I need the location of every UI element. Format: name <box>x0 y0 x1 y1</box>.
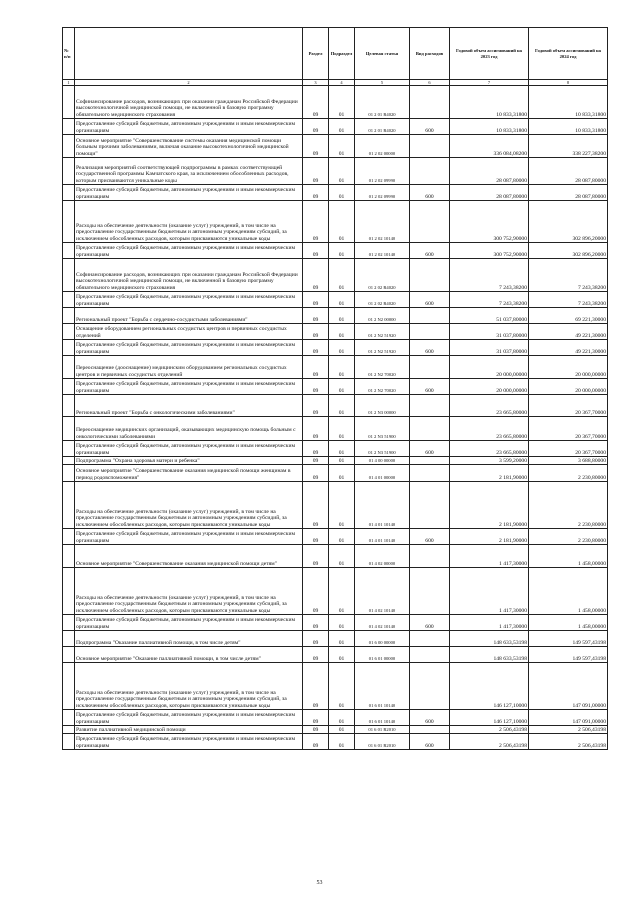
column-index: 4 <box>329 80 355 86</box>
cell-name: Переоснащение медицинских организаций, оказывающих медицинскую помощь больным с онкологическими заболеваниями <box>75 417 303 441</box>
cell-number <box>63 465 75 482</box>
cell-2023: 28 087,80000 <box>450 158 529 185</box>
cell-name: Предоставление субсидий бюджетным, автономным учреждениям и иным некоммерческим организациям <box>75 243 303 259</box>
cell-vid: 600 <box>410 340 450 356</box>
cell-vid <box>410 324 450 340</box>
cell-number <box>63 647 75 663</box>
cell-2023: 1 417,30000 <box>450 545 529 568</box>
cell-vid <box>410 308 450 324</box>
cell-number <box>63 395 75 417</box>
cell-podrazdel: 01 <box>329 545 355 568</box>
cell-2024: 7 243,38200 <box>529 259 608 292</box>
cell-2024: 149 597,43198 <box>529 647 608 663</box>
cell-celevaya: 01 2 02 10140 <box>355 243 410 259</box>
cell-2024: 2 230,80000 <box>529 482 608 529</box>
table-row <box>63 356 608 379</box>
table-row <box>63 86 608 119</box>
cell-name: Софинансирование расходов, возникающих при оказании гражданам Российской Федерации высокотехнологичной медицинской помощи, не включенной в базовую программу обязательного медицинского страхования <box>75 86 303 119</box>
cell-2023: 2 506,43198 <box>450 734 529 750</box>
cell-podrazdel: 01 <box>329 201 355 243</box>
cell-podrazdel: 01 <box>329 356 355 379</box>
cell-podrazdel: 01 <box>329 726 355 734</box>
cell-razdel: 09 <box>303 356 329 379</box>
cell-2023: 336 084,08200 <box>450 135 529 158</box>
cell-celevaya: 01 6 01 00000 <box>355 647 410 663</box>
table-row <box>63 185 608 201</box>
cell-celevaya: 01 2 N3 00000 <box>355 395 410 417</box>
cell-vid <box>410 135 450 158</box>
cell-podrazdel: 01 <box>329 482 355 529</box>
cell-number <box>63 119 75 135</box>
cell-2024: 20 000,00000 <box>529 379 608 395</box>
cell-podrazdel: 01 <box>329 185 355 201</box>
cell-number <box>63 243 75 259</box>
cell-2024: 3 688,80000 <box>529 457 608 465</box>
cell-2024: 302 896,20000 <box>529 243 608 259</box>
cell-razdel: 09 <box>303 710 329 726</box>
cell-2023: 20 000,00000 <box>450 356 529 379</box>
table-row <box>63 119 608 135</box>
cell-2024: 10 833,31800 <box>529 86 608 119</box>
cell-2024: 20 367,70000 <box>529 441 608 457</box>
cell-name: Предоставление субсидий бюджетным, автономным учреждениям и иным некоммерческим организациям <box>75 379 303 395</box>
cell-vid: 600 <box>410 243 450 259</box>
col-header-2024: Годовой объем ассигнований на 2024 год <box>529 28 608 80</box>
cell-number <box>63 417 75 441</box>
cell-number <box>63 308 75 324</box>
cell-2024: 147 091,00000 <box>529 710 608 726</box>
cell-razdel: 09 <box>303 243 329 259</box>
cell-vid <box>410 417 450 441</box>
cell-celevaya: 01 2 N2 00000 <box>355 308 410 324</box>
cell-name: Расходы на обеспечение деятельности (оказание услуг) учреждений, в том числе на предоставление государственным бюджетным и автономным учреждениям субсидий, за исключением обособленных расходов, которым присваиваются уникальные коды <box>75 201 303 243</box>
cell-razdel: 09 <box>303 457 329 465</box>
cell-vid <box>410 158 450 185</box>
cell-podrazdel: 01 <box>329 292 355 308</box>
cell-podrazdel: 01 <box>329 457 355 465</box>
cell-vid <box>410 545 450 568</box>
cell-celevaya: 01 4 00 00000 <box>355 457 410 465</box>
cell-podrazdel: 01 <box>329 308 355 324</box>
cell-podrazdel: 01 <box>329 568 355 615</box>
cell-name: Предоставление субсидий бюджетным, автономным учреждениям и иным некоммерческим организациям <box>75 441 303 457</box>
table-row <box>63 243 608 259</box>
cell-2023: 7 243,38200 <box>450 292 529 308</box>
table-row <box>63 395 608 417</box>
cell-razdel: 09 <box>303 545 329 568</box>
cell-razdel: 09 <box>303 86 329 119</box>
table-row <box>63 379 608 395</box>
cell-2023: 1 417,30000 <box>450 568 529 615</box>
cell-vid: 600 <box>410 292 450 308</box>
table-row <box>63 545 608 568</box>
cell-razdel: 09 <box>303 308 329 324</box>
cell-2023: 2 181,90000 <box>450 529 529 545</box>
cell-2023: 148 633,53198 <box>450 647 529 663</box>
cell-name: Предоставление субсидий бюджетным, автономным учреждениям и иным некоммерческим организациям <box>75 185 303 201</box>
cell-name: Расходы на обеспечение деятельности (оказание услуг) учреждений, в том числе на предоставление государственным бюджетным и автономным учреждениям субсидий, за исключением обособленных расходов, которым присваиваются уникальные коды <box>75 568 303 615</box>
cell-2024: 2 230,80000 <box>529 465 608 482</box>
column-index: 2 <box>75 80 303 86</box>
cell-celevaya: 01 2 02 R4020 <box>355 259 410 292</box>
cell-podrazdel: 01 <box>329 529 355 545</box>
cell-name: Предоставление субсидий бюджетным, автономным учреждениям и иным некоммерческим организациям <box>75 710 303 726</box>
cell-2023: 2 181,90000 <box>450 482 529 529</box>
cell-number <box>63 615 75 631</box>
table-row <box>63 647 608 663</box>
cell-name: Оснащение оборудованием региональных сосудистых центров и первичных сосудистых отделений <box>75 324 303 340</box>
cell-2024: 10 833,31800 <box>529 119 608 135</box>
cell-2024: 2 506,43198 <box>529 726 608 734</box>
cell-podrazdel: 01 <box>329 465 355 482</box>
cell-razdel: 09 <box>303 185 329 201</box>
cell-name: Предоставление субсидий бюджетным, автономным учреждениям и иным некоммерческим организациям <box>75 292 303 308</box>
cell-2023: 23 665,80000 <box>450 395 529 417</box>
cell-podrazdel: 01 <box>329 259 355 292</box>
cell-razdel: 09 <box>303 135 329 158</box>
table-body <box>63 86 608 750</box>
cell-celevaya: 01 2 N2 70020 <box>355 356 410 379</box>
cell-podrazdel: 01 <box>329 324 355 340</box>
cell-razdel: 09 <box>303 615 329 631</box>
cell-podrazdel: 01 <box>329 441 355 457</box>
cell-razdel: 09 <box>303 647 329 663</box>
cell-celevaya: 01 2 02 09990 <box>355 185 410 201</box>
cell-podrazdel: 01 <box>329 243 355 259</box>
cell-celevaya: 01 6 01 R2010 <box>355 726 410 734</box>
cell-razdel: 09 <box>303 568 329 615</box>
cell-2023: 300 752,90000 <box>450 201 529 243</box>
cell-2024: 302 896,20000 <box>529 201 608 243</box>
cell-name: Подпрограмма "Охрана здоровья матери и ребенка" <box>75 457 303 465</box>
cell-razdel: 09 <box>303 417 329 441</box>
cell-number <box>63 441 75 457</box>
cell-razdel: 09 <box>303 158 329 185</box>
cell-razdel: 09 <box>303 465 329 482</box>
cell-vid <box>410 86 450 119</box>
cell-name: Предоставление субсидий бюджетным, автономным учреждениям и иным некоммерческим организациям <box>75 340 303 356</box>
cell-number <box>63 663 75 710</box>
cell-number <box>63 292 75 308</box>
cell-podrazdel: 01 <box>329 119 355 135</box>
cell-razdel: 09 <box>303 379 329 395</box>
cell-vid <box>410 663 450 710</box>
cell-number <box>63 86 75 119</box>
column-index: 6 <box>410 80 450 86</box>
cell-podrazdel: 01 <box>329 417 355 441</box>
cell-celevaya: 01 6 01 10140 <box>355 663 410 710</box>
cell-2023: 3 599,20000 <box>450 457 529 465</box>
cell-celevaya: 01 4 02 10140 <box>355 615 410 631</box>
cell-podrazdel: 01 <box>329 158 355 185</box>
cell-name: Предоставление субсидий бюджетным, автономным учреждениям и иным некоммерческим организациям <box>75 615 303 631</box>
table-row <box>63 441 608 457</box>
col-header-podrazdel: Подраздел <box>329 28 355 80</box>
cell-2023: 10 833,31800 <box>450 86 529 119</box>
cell-razdel: 09 <box>303 324 329 340</box>
cell-celevaya: 01 6 01 10140 <box>355 710 410 726</box>
cell-2024: 20 000,00000 <box>529 356 608 379</box>
cell-celevaya: 01 2 N2 51920 <box>355 340 410 356</box>
cell-podrazdel: 01 <box>329 615 355 631</box>
cell-razdel: 09 <box>303 529 329 545</box>
cell-vid <box>410 201 450 243</box>
cell-celevaya: 01 2 02 00000 <box>355 135 410 158</box>
cell-podrazdel: 01 <box>329 135 355 158</box>
cell-podrazdel: 01 <box>329 647 355 663</box>
cell-celevaya: 01 2 N2 70020 <box>355 379 410 395</box>
table-row <box>63 340 608 356</box>
cell-2023: 300 752,90000 <box>450 243 529 259</box>
cell-vid <box>410 259 450 292</box>
col-header-name <box>75 28 303 80</box>
cell-number <box>63 379 75 395</box>
table-row <box>63 726 608 734</box>
table-row <box>63 324 608 340</box>
cell-razdel: 09 <box>303 726 329 734</box>
cell-celevaya: 01 6 00 00000 <box>355 631 410 647</box>
col-header-vid: Вид расходов <box>410 28 450 80</box>
header-row <box>63 28 608 80</box>
col-header-2023: Годовой объем ассигнований на 2023 год <box>450 28 529 80</box>
cell-number <box>63 457 75 465</box>
cell-celevaya: 01 2 01 R4020 <box>355 86 410 119</box>
cell-number <box>63 356 75 379</box>
cell-number <box>63 726 75 734</box>
cell-number <box>63 710 75 726</box>
cell-2024: 69 221,30000 <box>529 308 608 324</box>
cell-number <box>63 135 75 158</box>
cell-vid <box>410 457 450 465</box>
cell-vid: 600 <box>410 119 450 135</box>
cell-2024: 28 087,80000 <box>529 158 608 185</box>
cell-2024: 2 230,80000 <box>529 529 608 545</box>
cell-vid <box>410 647 450 663</box>
cell-vid <box>410 465 450 482</box>
cell-number <box>63 158 75 185</box>
cell-2023: 2 181,90000 <box>450 465 529 482</box>
cell-name: Основное мероприятие "Совершенствование системы оказания медицинской помощи больным прочими заболеваниями, включая оказание высокотехнологичной медицинской помощи" <box>75 135 303 158</box>
cell-2023: 31 037,80000 <box>450 324 529 340</box>
cell-2023: 23 665,80000 <box>450 441 529 457</box>
cell-vid: 600 <box>410 710 450 726</box>
table-row <box>63 615 608 631</box>
cell-2023: 146 127,10000 <box>450 710 529 726</box>
cell-name: Основное мероприятие "Оказание паллиативной помощи, в том числе детям" <box>75 647 303 663</box>
table-row <box>63 631 608 647</box>
cell-razdel: 09 <box>303 734 329 750</box>
table-row <box>63 135 608 158</box>
cell-2024: 7 243,38200 <box>529 292 608 308</box>
column-index: 8 <box>529 80 608 86</box>
cell-2024: 20 367,70000 <box>529 417 608 441</box>
cell-vid <box>410 482 450 529</box>
cell-number <box>63 529 75 545</box>
cell-2023: 10 833,31800 <box>450 119 529 135</box>
cell-podrazdel: 01 <box>329 395 355 417</box>
cell-celevaya: 01 4 01 10140 <box>355 482 410 529</box>
table-row <box>63 663 608 710</box>
col-header-celevaya: Целевая статья <box>355 28 410 80</box>
cell-celevaya: 01 4 01 00000 <box>355 465 410 482</box>
cell-number <box>63 201 75 243</box>
cell-podrazdel: 01 <box>329 734 355 750</box>
cell-razdel: 09 <box>303 482 329 529</box>
cell-razdel: 09 <box>303 441 329 457</box>
cell-2024: 147 091,00000 <box>529 663 608 710</box>
column-index: 7 <box>450 80 529 86</box>
cell-celevaya: 01 4 02 00000 <box>355 545 410 568</box>
cell-vid <box>410 568 450 615</box>
cell-2024: 20 367,70000 <box>529 395 608 417</box>
cell-2023: 2 506,43198 <box>450 726 529 734</box>
cell-razdel: 09 <box>303 259 329 292</box>
cell-podrazdel: 01 <box>329 631 355 647</box>
cell-2023: 148 633,53198 <box>450 631 529 647</box>
cell-podrazdel: 01 <box>329 379 355 395</box>
cell-2024: 1 458,00000 <box>529 545 608 568</box>
cell-podrazdel: 01 <box>329 710 355 726</box>
cell-2023: 146 127,10000 <box>450 663 529 710</box>
cell-number <box>63 340 75 356</box>
cell-name: Основное мероприятие "Совершенствование оказания медицинской помощи женщинам в период родовспоможения" <box>75 465 303 482</box>
cell-2024: 338 227,38200 <box>529 135 608 158</box>
cell-podrazdel: 01 <box>329 340 355 356</box>
cell-razdel: 09 <box>303 340 329 356</box>
table-row <box>63 465 608 482</box>
cell-2024: 149 597,43198 <box>529 631 608 647</box>
cell-podrazdel: 01 <box>329 86 355 119</box>
cell-vid <box>410 395 450 417</box>
cell-name: Региональный проект "Борьба с сердечно-сосудистыми заболеваниями" <box>75 308 303 324</box>
cell-2024: 49 221,30000 <box>529 324 608 340</box>
table-row <box>63 158 608 185</box>
cell-number <box>63 185 75 201</box>
table-row <box>63 710 608 726</box>
cell-vid <box>410 356 450 379</box>
cell-vid <box>410 631 450 647</box>
cell-vid: 600 <box>410 441 450 457</box>
cell-celevaya: 01 4 01 10140 <box>355 529 410 545</box>
budget-table <box>62 27 608 750</box>
cell-number <box>63 631 75 647</box>
cell-razdel: 09 <box>303 395 329 417</box>
cell-celevaya: 01 4 02 10140 <box>355 568 410 615</box>
cell-number <box>63 482 75 529</box>
table-row <box>63 417 608 441</box>
table-row <box>63 457 608 465</box>
cell-2024: 2 506,43198 <box>529 734 608 750</box>
cell-razdel: 09 <box>303 292 329 308</box>
table-row <box>63 734 608 750</box>
table-row <box>63 482 608 529</box>
cell-number <box>63 324 75 340</box>
cell-2023: 7 243,38200 <box>450 259 529 292</box>
cell-name: Развитие паллиативной медицинской помощи <box>75 726 303 734</box>
cell-razdel: 09 <box>303 663 329 710</box>
cell-razdel: 09 <box>303 119 329 135</box>
cell-name: Основное мероприятие "Совершенствование оказания медицинской помощи детям" <box>75 545 303 568</box>
cell-2023: 23 665,80000 <box>450 417 529 441</box>
page-number: 53 <box>316 880 323 886</box>
cell-number <box>63 568 75 615</box>
cell-celevaya: 01 2 02 R4020 <box>355 292 410 308</box>
cell-2023: 51 037,80000 <box>450 308 529 324</box>
cell-podrazdel: 01 <box>329 663 355 710</box>
cell-2023: 1 417,30000 <box>450 615 529 631</box>
cell-vid: 600 <box>410 529 450 545</box>
col-header-razdel: Раздел <box>303 28 329 80</box>
cell-name: Софинансирование расходов, возникающих при оказании гражданам Российской Федерации высокотехнологичной медицинской помощи, не включенной в базовую программу обязательного медицинского страхования <box>75 259 303 292</box>
cell-name: Предоставление субсидий бюджетным, автономным учреждениям и иным некоммерческим организациям <box>75 734 303 750</box>
cell-2023: 31 037,80000 <box>450 340 529 356</box>
cell-celevaya: 01 2 N2 51920 <box>355 324 410 340</box>
cell-2024: 49 221,30000 <box>529 340 608 356</box>
cell-2024: 1 458,00000 <box>529 568 608 615</box>
cell-celevaya: 01 2 N3 51900 <box>355 417 410 441</box>
cell-name: Подпрограмма "Оказание паллиативной помощи, в том числе детям" <box>75 631 303 647</box>
table-row <box>63 259 608 292</box>
cell-razdel: 09 <box>303 631 329 647</box>
column-index: 1 <box>63 80 75 86</box>
cell-name: Расходы на обеспечение деятельности (оказание услуг) учреждений, в том числе на предоставление государственным бюджетным и автономным учреждениям субсидий, за исключением обособленных расходов, которым присваиваются уникальные коды <box>75 482 303 529</box>
cell-name: Предоставление субсидий бюджетным, автономным учреждениям и иным некоммерческим организациям <box>75 119 303 135</box>
table-row <box>63 529 608 545</box>
cell-celevaya: 01 2 02 10140 <box>355 201 410 243</box>
cell-vid <box>410 726 450 734</box>
cell-vid: 600 <box>410 734 450 750</box>
cell-vid: 600 <box>410 379 450 395</box>
cell-name: Переоснащение (дооснащение) медицинским оборудованием региональных сосудистых центров и первичных сосудистых отделений <box>75 356 303 379</box>
cell-2023: 20 000,00000 <box>450 379 529 395</box>
cell-vid: 600 <box>410 185 450 201</box>
cell-vid: 600 <box>410 615 450 631</box>
col-header-number: № п/п <box>63 28 75 80</box>
cell-celevaya: 01 2 N3 51900 <box>355 441 410 457</box>
cell-celevaya: 01 6 01 R2010 <box>355 734 410 750</box>
cell-2024: 1 458,00000 <box>529 615 608 631</box>
column-index: 3 <box>303 80 329 86</box>
cell-razdel: 09 <box>303 201 329 243</box>
cell-name: Расходы на обеспечение деятельности (оказание услуг) учреждений, в том числе на предоставление государственным бюджетным и автономным учреждениям субсидий, за исключением обособленных расходов, которым присваиваются уникальные коды <box>75 663 303 710</box>
cell-number <box>63 734 75 750</box>
cell-name: Региональный проект "Борьба с онкологическими заболеваниями" <box>75 395 303 417</box>
cell-name: Предоставление субсидий бюджетным, автономным учреждениям и иным некоммерческим организациям <box>75 529 303 545</box>
table-row <box>63 201 608 243</box>
table-row <box>63 292 608 308</box>
cell-celevaya: 01 2 02 09990 <box>355 158 410 185</box>
table-row <box>63 568 608 615</box>
cell-name: Реализация мероприятий соответствующей подпрограммы в рамках соответствующей государственной программы Камчатского края, за исключением обособленных расходов, которым присваиваются уникальные коды <box>75 158 303 185</box>
cell-2024: 28 087,80000 <box>529 185 608 201</box>
cell-number <box>63 545 75 568</box>
cell-celevaya: 01 2 01 R4020 <box>355 119 410 135</box>
cell-2023: 28 087,80000 <box>450 185 529 201</box>
table-row <box>63 308 608 324</box>
cell-number <box>63 259 75 292</box>
column-index: 5 <box>355 80 410 86</box>
